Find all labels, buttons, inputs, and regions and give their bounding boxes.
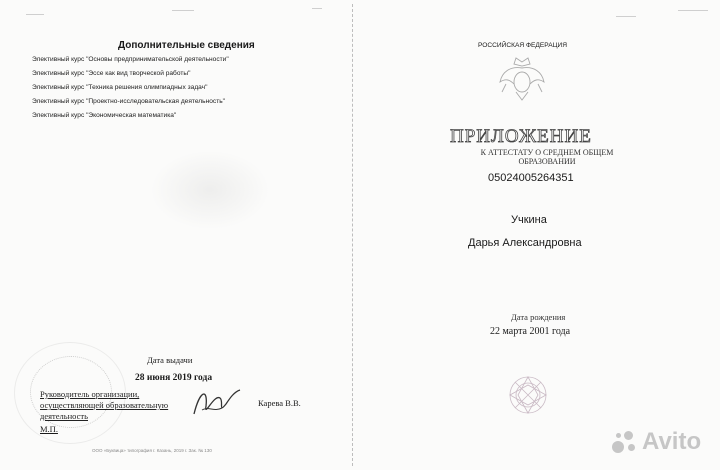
elective-course-4: Элективный курс "Проектно-исследовательская деятельность" [32, 98, 225, 105]
avito-watermark [612, 428, 701, 456]
elective-course-5: Элективный курс "Экономическая математика" [32, 112, 177, 119]
security-rosette-icon [502, 372, 554, 418]
page-fold [352, 4, 354, 466]
subtitle-line-2: ОБРАЗОВАНИИ [518, 157, 576, 166]
scan-speck [26, 14, 44, 15]
stamp-place-label: М.П. [40, 424, 58, 434]
subtitle-line-1: К АТТЕСТАТУ О СРЕДНЕМ ОБЩЕМ [480, 148, 614, 157]
document-number: 05024005264351 [488, 172, 574, 184]
head-org-line-2: осуществляющей образовательную [40, 400, 169, 410]
last-name: Учкина [511, 214, 547, 226]
handwritten-signature [190, 384, 246, 424]
scan-speck [616, 16, 636, 17]
document-title: ПРИЛОЖЕНИЕ [450, 126, 592, 147]
head-org-line-3: деятельность [40, 411, 88, 421]
document-subtitle [452, 148, 642, 166]
signer-name: Карева В.В. [258, 398, 301, 408]
faint-emblem-print [150, 150, 270, 230]
birth-date: 22 марта 2001 года [490, 326, 571, 337]
country-label: РОССИЙСКАЯ ФЕДЕРАЦИЯ [478, 42, 567, 49]
elective-course-3: Элективный курс "Техника решения олимпиадных задач" [32, 84, 208, 91]
elective-course-2: Элективный курс "Эссе как вид творческой работы" [32, 70, 191, 77]
scan-speck [312, 8, 322, 9]
avito-logo-icon [612, 429, 638, 455]
first-and-patronymic-name: Дарья Александровна [468, 237, 582, 249]
avito-watermark-text: Avito [642, 428, 702, 455]
scan-speck [172, 10, 194, 11]
coat-of-arms-emblem [496, 54, 548, 102]
elective-course-1: Элективный курс "Основы предпринимательской деятельности" [32, 56, 229, 63]
additional-info-title: Дополнительные сведения [118, 40, 255, 51]
head-of-organization-label [40, 389, 200, 422]
birth-date-label: Дата рождения [511, 312, 566, 322]
issue-date: 28 июня 2019 года [135, 373, 213, 383]
printer-imprint: ООО «Буквица» типография г. Казань, 2019 г. Зак. № 130 [92, 448, 212, 453]
issue-date-label: Дата выдачи [147, 355, 193, 365]
head-org-line-1: Руководитель организации, [40, 389, 140, 399]
scan-speck [678, 10, 708, 11]
